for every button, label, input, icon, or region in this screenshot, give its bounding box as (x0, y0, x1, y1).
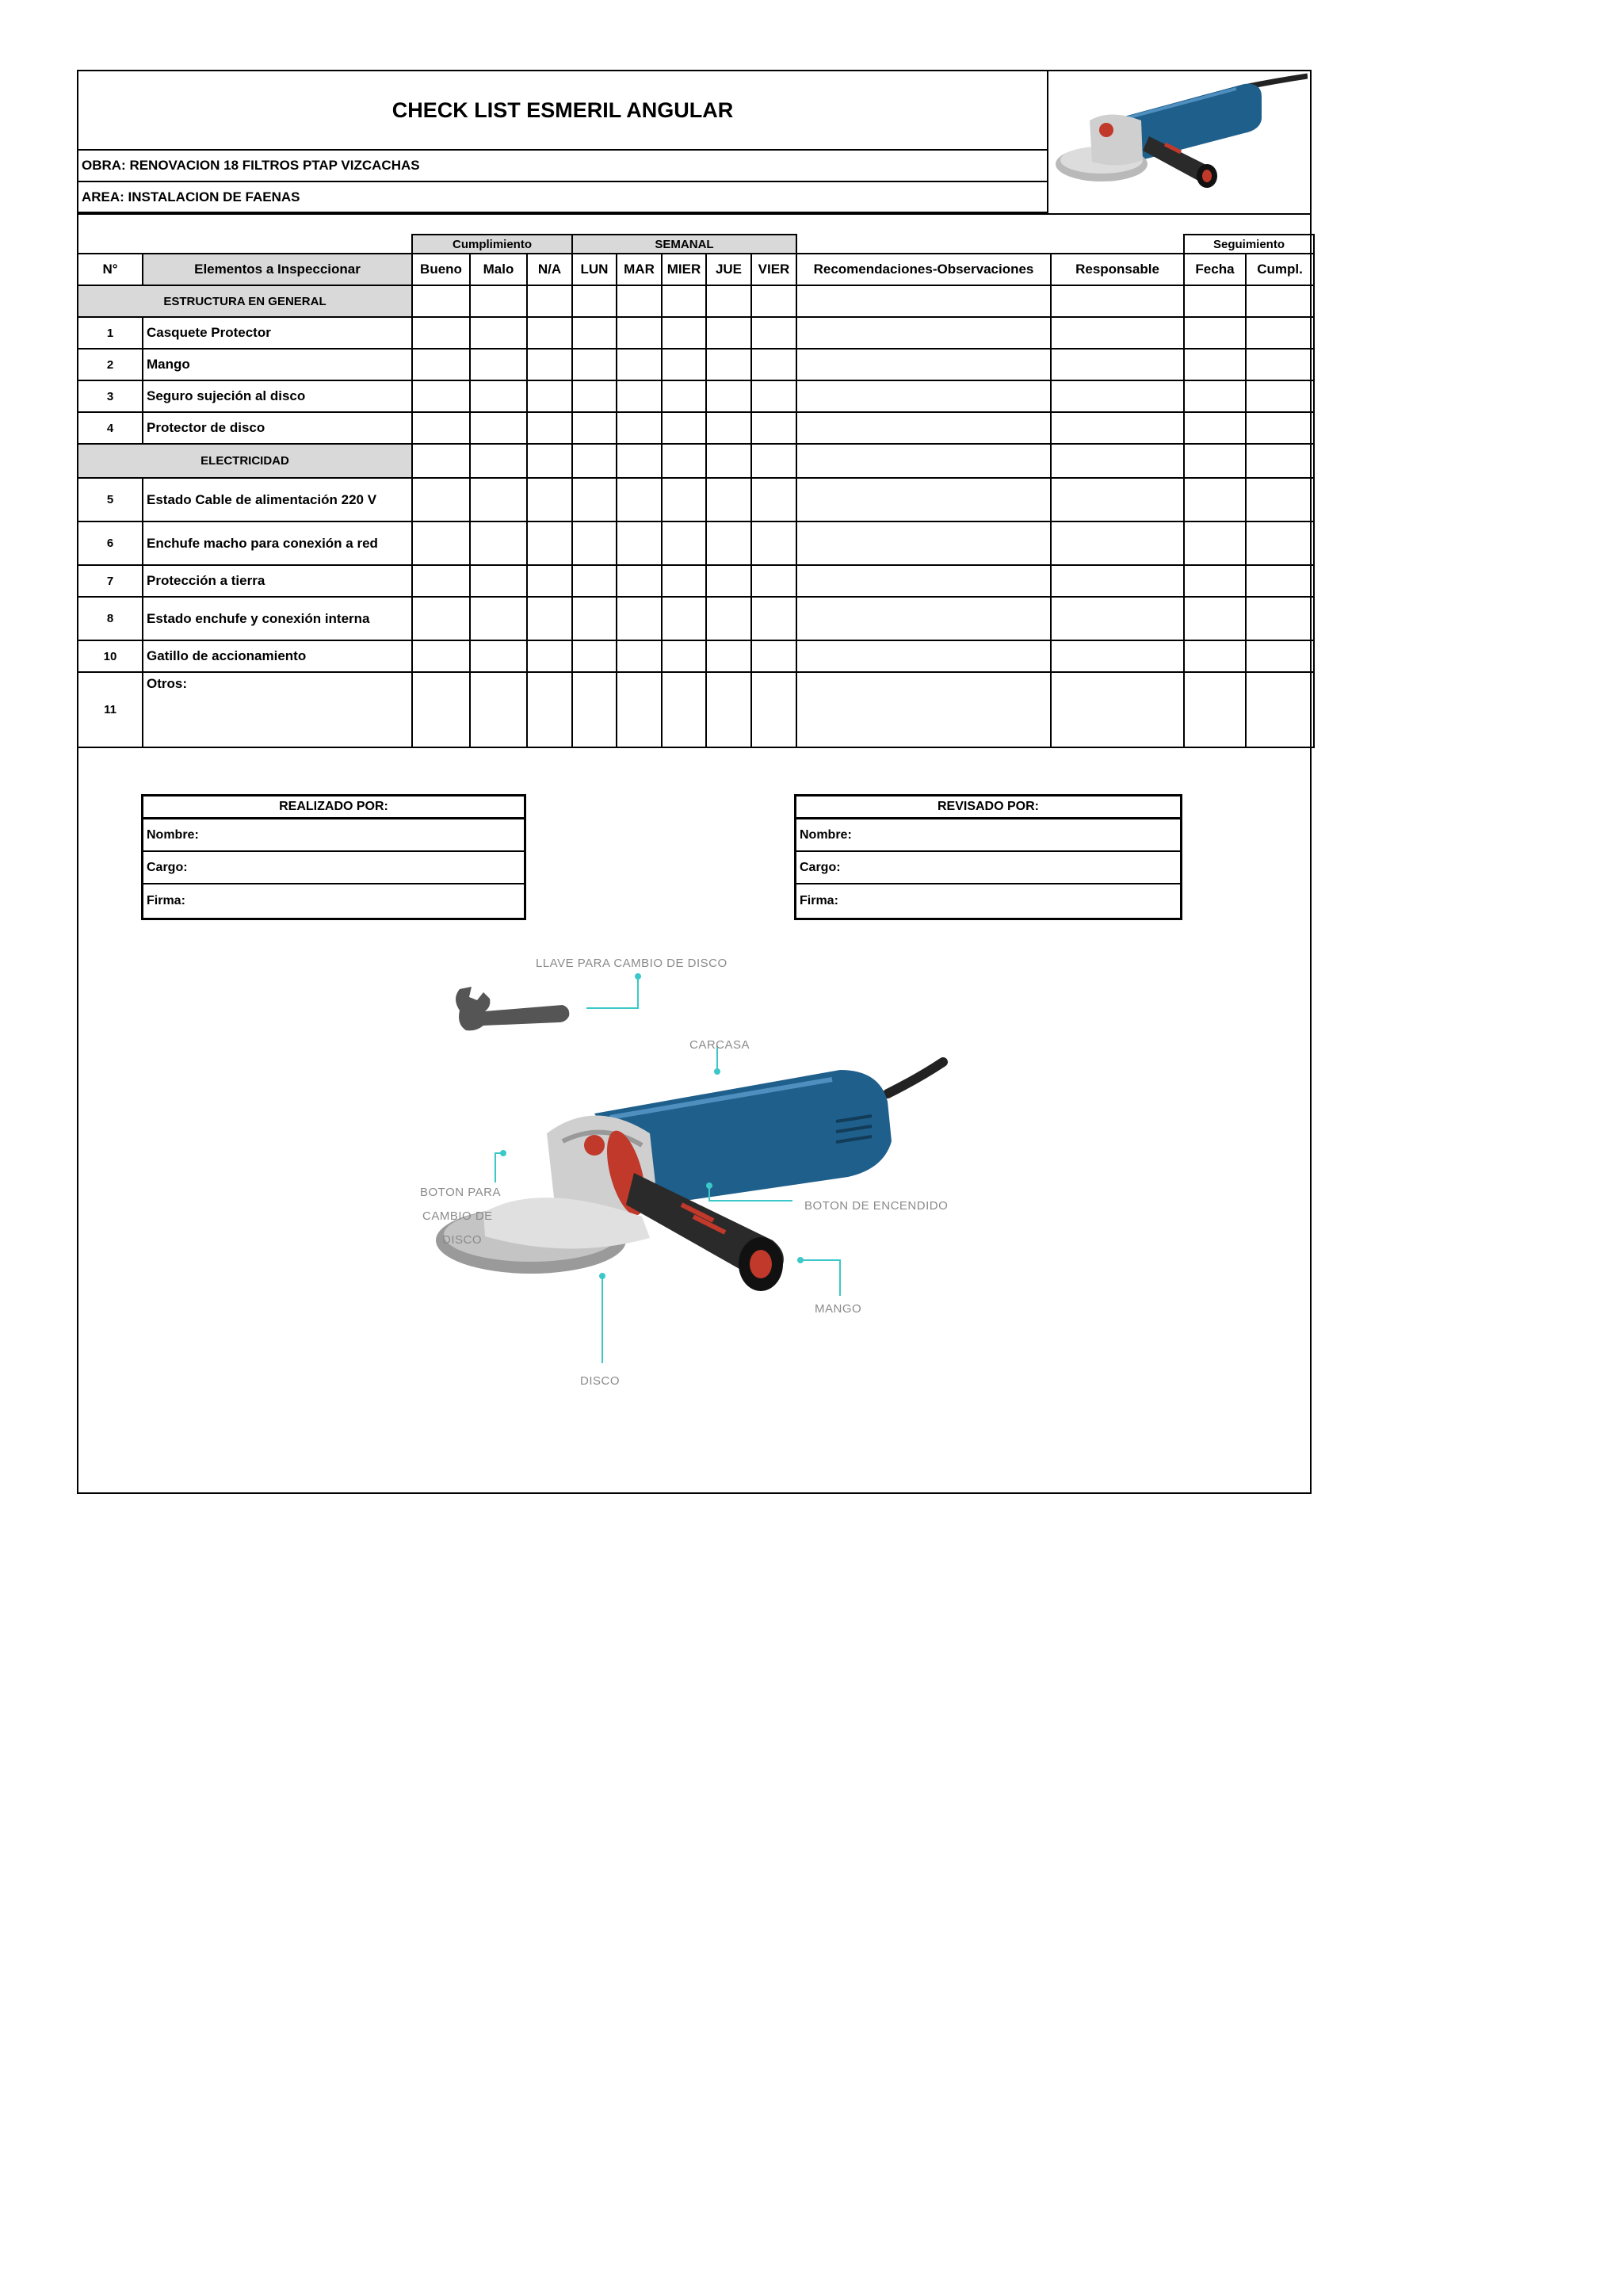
cell-responsable[interactable] (1051, 478, 1184, 521)
cell-bueno[interactable] (412, 349, 470, 380)
table-row (78, 672, 1314, 747)
cell-malo[interactable] (470, 285, 527, 317)
cell-lun[interactable] (572, 285, 617, 317)
revisado-header: REVISADO POR: (796, 796, 1182, 819)
cell-fecha[interactable] (1184, 285, 1246, 317)
cell-observaciones[interactable] (796, 597, 1051, 640)
cell-cumpl[interactable] (1246, 412, 1314, 444)
seguimiento-header: Seguimiento (1184, 235, 1314, 254)
cell-malo[interactable] (470, 640, 527, 672)
cell-mier[interactable] (662, 672, 706, 747)
inspection-table (77, 234, 1315, 748)
cell-jue[interactable] (706, 349, 751, 380)
cell-jue[interactable] (706, 597, 751, 640)
group-header-row (78, 235, 1314, 254)
cell-vier[interactable] (751, 672, 796, 747)
cell-bueno[interactable] (412, 672, 470, 747)
cell-cumpl[interactable] (1246, 672, 1314, 747)
cell-vier[interactable] (751, 565, 796, 597)
cell-jue[interactable] (706, 285, 751, 317)
cell-fecha[interactable] (1184, 444, 1246, 478)
cell-observaciones[interactable] (796, 478, 1051, 521)
cell-malo[interactable] (470, 672, 527, 747)
table-row (78, 478, 1314, 521)
cell-fecha[interactable] (1184, 412, 1246, 444)
cell-responsable[interactable] (1051, 444, 1184, 478)
realizado-header: REALIZADO POR: (143, 796, 525, 819)
cell-responsable[interactable] (1051, 412, 1184, 444)
cell-mier[interactable] (662, 597, 706, 640)
cell-na[interactable] (527, 521, 572, 565)
cell-mar[interactable] (617, 478, 662, 521)
cell-jue[interactable] (706, 672, 751, 747)
cell-cumpl[interactable] (1246, 597, 1314, 640)
cell-observaciones[interactable] (796, 380, 1051, 412)
cell-mar[interactable] (617, 380, 662, 412)
cell-observaciones[interactable] (796, 565, 1051, 597)
cell-malo[interactable] (470, 565, 527, 597)
realizado-cargo-field[interactable]: Cargo: (143, 851, 525, 884)
cell-responsable[interactable] (1051, 672, 1184, 747)
header-divider (78, 213, 1310, 215)
col-bueno: Bueno (412, 254, 470, 285)
cell-vier[interactable] (751, 412, 796, 444)
cell-bueno[interactable] (412, 565, 470, 597)
cell-cumpl[interactable] (1246, 640, 1314, 672)
item-label: Protección a tierra (143, 565, 412, 597)
cell-vier[interactable] (751, 285, 796, 317)
table-row (78, 565, 1314, 597)
column-header-row (78, 254, 1314, 285)
cell-na[interactable] (527, 412, 572, 444)
cell-lun[interactable] (572, 444, 617, 478)
cell-na[interactable] (527, 317, 572, 349)
label-llave: LLAVE PARA CAMBIO DE DISCO (536, 957, 727, 970)
cell-malo[interactable] (470, 478, 527, 521)
section-estructura: ESTRUCTURA EN GENERAL (78, 285, 412, 317)
cell-mier[interactable] (662, 521, 706, 565)
label-carcasa: CARCASA (689, 1038, 750, 1052)
wrench-icon (456, 987, 569, 1030)
cell-fecha[interactable] (1184, 672, 1246, 747)
item-num: 10 (78, 640, 143, 672)
col-num: N° (78, 254, 143, 285)
col-mar: MAR (617, 254, 662, 285)
cell-mar[interactable] (617, 521, 662, 565)
cell-observaciones[interactable] (796, 444, 1051, 478)
cell-malo[interactable] (470, 597, 527, 640)
item-label: Estado Cable de alimentación 220 V (143, 478, 412, 521)
revisado-nombre-field[interactable]: Nombre: (796, 819, 1182, 852)
label-boton-cambio-3: DISCO (442, 1233, 483, 1247)
cell-na[interactable] (527, 597, 572, 640)
item-num: 8 (78, 597, 143, 640)
cell-cumpl[interactable] (1246, 444, 1314, 478)
item-num: 2 (78, 349, 143, 380)
cell-mier[interactable] (662, 444, 706, 478)
cell-cumpl[interactable] (1246, 521, 1314, 565)
cell-lun[interactable] (572, 521, 617, 565)
cell-observaciones[interactable] (796, 521, 1051, 565)
cell-na[interactable] (527, 349, 572, 380)
cell-responsable[interactable] (1051, 565, 1184, 597)
label-boton-cambio-2: CAMBIO DE (422, 1209, 493, 1223)
cell-observaciones[interactable] (796, 640, 1051, 672)
col-recomendaciones: Recomendaciones-Observaciones (796, 254, 1051, 285)
col-elementos: Elementos a Inspeccionar (143, 254, 412, 285)
cell-mar[interactable] (617, 412, 662, 444)
cell-jue[interactable] (706, 640, 751, 672)
item-num: 3 (78, 380, 143, 412)
cell-bueno[interactable] (412, 478, 470, 521)
cell-vier[interactable] (751, 521, 796, 565)
cell-bueno[interactable] (412, 640, 470, 672)
section-row (78, 285, 1314, 317)
cell-mar[interactable] (617, 597, 662, 640)
cell-mier[interactable] (662, 349, 706, 380)
cell-lun[interactable] (572, 478, 617, 521)
item-num: 4 (78, 412, 143, 444)
cell-vier[interactable] (751, 317, 796, 349)
cell-cumpl[interactable] (1246, 285, 1314, 317)
cell-mier[interactable] (662, 285, 706, 317)
cell-malo[interactable] (470, 521, 527, 565)
cell-lun[interactable] (572, 380, 617, 412)
cell-malo[interactable] (470, 317, 527, 349)
label-boton-encendido: BOTON DE ENCENDIDO (804, 1199, 949, 1213)
cell-responsable[interactable] (1051, 597, 1184, 640)
cumplimiento-header: Cumplimiento (412, 235, 572, 254)
cell-na[interactable] (527, 444, 572, 478)
cell-mier[interactable] (662, 412, 706, 444)
cell-vier[interactable] (751, 444, 796, 478)
cell-bueno[interactable] (412, 317, 470, 349)
item-label: Enchufe macho para conexión a red (143, 521, 412, 565)
cell-vier[interactable] (751, 349, 796, 380)
item-label: Seguro sujeción al disco (143, 380, 412, 412)
cell-mar[interactable] (617, 317, 662, 349)
grinder-parts-diagram (396, 943, 999, 1403)
cell-bueno[interactable] (412, 412, 470, 444)
col-malo: Malo (470, 254, 527, 285)
cell-mier[interactable] (662, 640, 706, 672)
cell-fecha[interactable] (1184, 640, 1246, 672)
area-line: AREA: INSTALACION DE FAENAS (78, 182, 1048, 213)
col-fecha: Fecha (1184, 254, 1246, 285)
col-na: N/A (527, 254, 572, 285)
revisado-firma-field[interactable]: Firma: (796, 884, 1182, 919)
table-row (78, 349, 1314, 380)
cell-na[interactable] (527, 478, 572, 521)
cell-bueno[interactable] (412, 597, 470, 640)
cell-fecha[interactable] (1184, 380, 1246, 412)
label-disco: DISCO (580, 1374, 621, 1388)
item-label: Gatillo de accionamiento (143, 640, 412, 672)
cell-na[interactable] (527, 565, 572, 597)
cell-bueno[interactable] (412, 444, 470, 478)
cell-observaciones[interactable] (796, 412, 1051, 444)
cell-fecha[interactable] (1184, 349, 1246, 380)
cell-cumpl[interactable] (1246, 478, 1314, 521)
cell-na[interactable] (527, 640, 572, 672)
revisado-box (794, 794, 1182, 920)
cell-na[interactable] (527, 672, 572, 747)
cell-malo[interactable] (470, 444, 527, 478)
cell-lun[interactable] (572, 349, 617, 380)
col-responsable: Responsable (1051, 254, 1184, 285)
cell-lun[interactable] (572, 597, 617, 640)
item-num: 11 (78, 672, 143, 747)
cell-vier[interactable] (751, 640, 796, 672)
cell-jue[interactable] (706, 478, 751, 521)
col-lun: LUN (572, 254, 617, 285)
cell-na[interactable] (527, 380, 572, 412)
table-row (78, 640, 1314, 672)
cell-cumpl[interactable] (1246, 380, 1314, 412)
section-row (78, 444, 1314, 478)
cell-mar[interactable] (617, 285, 662, 317)
realizado-nombre-field[interactable]: Nombre: (143, 819, 525, 852)
table-row (78, 521, 1314, 565)
semanal-header: SEMANAL (572, 235, 796, 254)
cell-bueno[interactable] (412, 285, 470, 317)
item-label: Mango (143, 349, 412, 380)
cell-fecha[interactable] (1184, 597, 1246, 640)
cell-cumpl[interactable] (1246, 317, 1314, 349)
obra-line: OBRA: RENOVACION 18 FILTROS PTAP VIZCACHAS (78, 151, 1048, 182)
angle-grinder-photo (1054, 73, 1308, 208)
cell-jue[interactable] (706, 412, 751, 444)
revisado-cargo-field[interactable]: Cargo: (796, 851, 1182, 884)
otros-field[interactable]: Otros: (143, 672, 412, 747)
cell-vier[interactable] (751, 380, 796, 412)
cell-fecha[interactable] (1184, 565, 1246, 597)
item-num: 6 (78, 521, 143, 565)
cell-mar[interactable] (617, 444, 662, 478)
table-row (78, 412, 1314, 444)
cell-mar[interactable] (617, 640, 662, 672)
item-label: Estado enchufe y conexión interna (143, 597, 412, 640)
cell-cumpl[interactable] (1246, 565, 1314, 597)
cell-observaciones[interactable] (796, 672, 1051, 747)
cell-responsable[interactable] (1051, 521, 1184, 565)
cell-malo[interactable] (470, 349, 527, 380)
table-row (78, 597, 1314, 640)
cell-observaciones[interactable] (796, 285, 1051, 317)
cell-vier[interactable] (751, 478, 796, 521)
cell-fecha[interactable] (1184, 317, 1246, 349)
realizado-box (141, 794, 526, 920)
cell-observaciones[interactable] (796, 317, 1051, 349)
item-label: Casquete Protector (143, 317, 412, 349)
cell-responsable[interactable] (1051, 285, 1184, 317)
col-mier: MIER (662, 254, 706, 285)
table-row (78, 380, 1314, 412)
cell-jue[interactable] (706, 317, 751, 349)
cell-mar[interactable] (617, 565, 662, 597)
cell-vier[interactable] (751, 597, 796, 640)
cell-jue[interactable] (706, 380, 751, 412)
cell-bueno[interactable] (412, 521, 470, 565)
cell-jue[interactable] (706, 565, 751, 597)
cell-malo[interactable] (470, 380, 527, 412)
table-row (78, 317, 1314, 349)
cell-lun[interactable] (572, 412, 617, 444)
cell-responsable[interactable] (1051, 640, 1184, 672)
cell-mar[interactable] (617, 349, 662, 380)
label-boton-cambio-1: BOTON PARA (420, 1186, 501, 1199)
realizado-firma-field[interactable]: Firma: (143, 884, 525, 919)
col-cumpl: Cumpl. (1246, 254, 1314, 285)
document-title: CHECK LIST ESMERIL ANGULAR (78, 71, 1048, 151)
cell-bueno[interactable] (412, 380, 470, 412)
cell-responsable[interactable] (1051, 349, 1184, 380)
item-num: 5 (78, 478, 143, 521)
item-num: 7 (78, 565, 143, 597)
cell-na[interactable] (527, 285, 572, 317)
cell-mier[interactable] (662, 565, 706, 597)
cell-cumpl[interactable] (1246, 349, 1314, 380)
section-electricidad: ELECTRICIDAD (78, 444, 412, 478)
cell-jue[interactable] (706, 444, 751, 478)
col-jue: JUE (706, 254, 751, 285)
col-vier: VIER (751, 254, 796, 285)
cell-mier[interactable] (662, 380, 706, 412)
cell-fecha[interactable] (1184, 478, 1246, 521)
cell-lun[interactable] (572, 640, 617, 672)
cell-jue[interactable] (706, 521, 751, 565)
cell-responsable[interactable] (1051, 317, 1184, 349)
item-label: Protector de disco (143, 412, 412, 444)
label-mango: MANGO (815, 1302, 862, 1316)
cell-fecha[interactable] (1184, 521, 1246, 565)
cell-responsable[interactable] (1051, 380, 1184, 412)
cell-lun[interactable] (572, 317, 617, 349)
cell-mier[interactable] (662, 478, 706, 521)
item-num: 1 (78, 317, 143, 349)
cell-observaciones[interactable] (796, 349, 1051, 380)
cell-lun[interactable] (572, 672, 617, 747)
cell-malo[interactable] (470, 412, 527, 444)
cell-mier[interactable] (662, 317, 706, 349)
cell-lun[interactable] (572, 565, 617, 597)
cell-mar[interactable] (617, 672, 662, 747)
